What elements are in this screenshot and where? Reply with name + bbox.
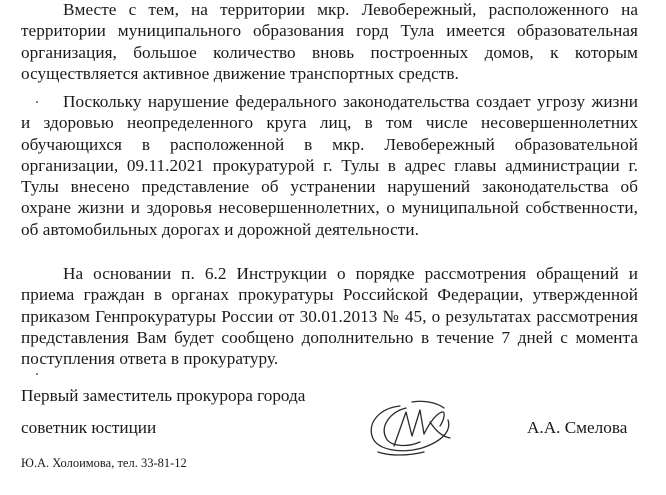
paragraph-1: Вместе с тем, на территории мкр. Левобережный, расположенного на территории муниципального образования горд Тула имеется образовательная организация, большое количество вновь построенных домов, к которым осуществляется активное движение транспортных средств. — [21, 0, 638, 83]
signatory-position: Первый заместитель прокурора города — [21, 386, 306, 405]
handwritten-signature — [360, 392, 470, 464]
signatory-rank: советник юстиции — [21, 418, 157, 437]
executor-contact: Ю.А. Холоимова, тел. 33-81-12 — [21, 456, 187, 470]
signatory-name: А.А. Смелова — [527, 418, 628, 437]
paragraph-2: Поскольку нарушение федерального законодательства создает угрозу жизни и здоровью неопределенного круга лиц, в том числе несовершеннолетних обучающихся в расположенной в мкр. Левобережный образовательной организации, 09.11.2021 прокуратурой г. Тулы в адрес главы администрации г. Тулы внесено представление об устранении нарушений законодательства об охране жизни и здоровья несовершеннолетних, о муниципальной собственности, об автомобильных дорогах и дорожной деятельности. — [21, 92, 638, 239]
paragraph-3: На основании п. 6.2 Инструкции о порядке рассмотрения обращений и приема граждан в органах прокуратуры Российской Федерации, утвержденной приказом Генпрокуратуры России от 30.01.2013 № 45, о результатах рассмотрения представления Вам будет сообщено дополнительно в течение 7 дней с момента поступления ответа в прокуратуру. — [21, 264, 638, 369]
scan-speck — [36, 373, 38, 375]
scan-speck — [36, 101, 38, 103]
